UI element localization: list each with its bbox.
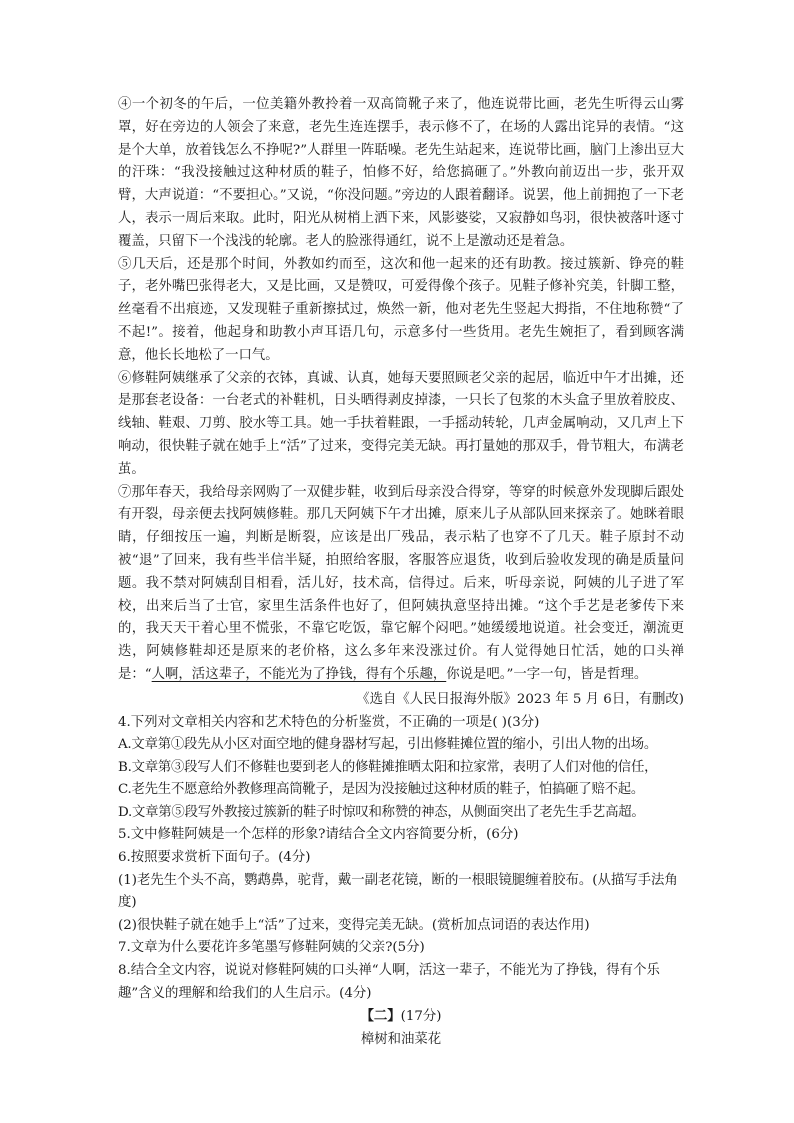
paragraph-6: ⑥修鞋阿姨继承了父亲的衣钵，真诚、认真，她每天要照顾老父亲的起居，临近中午才出摊，还是那套老设备：一台老式的补鞋机，日头晒得剥皮掉漆，一只长了包浆的木头盒子里放着胶皮、线轴、鞋艰、刀剪、胶水等工具。她一手扶着鞋跟，一手摇动转轮，几声金属响动，又几声上下响动，很快鞋子就在她手上“活”了过来，变得完美无缺。再打量她的那双手，骨节粗大，布满老茧。 <box>118 370 684 477</box>
paragraph-5: ⑤几天后，还是那个时间，外教如约而至，这次和他一起来的还有助教。接过簇新、铮亮的鞋子，老外嘴巴张得老大，又是比画，又是赞叹，可爱得像个孩子。见鞋子修补究美，针脚工整，丝毫看不出痕迹，又发现鞋子重新擦拭过，焕然一新，他对老先生竖起大拇指，不住地称赞“了不起!”。接着，他起身和助教小声耳语几句，示意多付一些货用。老先生婉拒了，看到顾客满意，他长长地松了一口气。 <box>118 256 684 363</box>
section-number: 【二】 <box>360 1008 401 1025</box>
question-6-part-1: (1)老先生个头不高，鹦鹉鼻，驼背，戴一副老花镜，断的一根眼镜腿缠着胶布。(从描写手法角度) <box>118 872 678 911</box>
question-5: 5.文中修鞋阿姨是一个怎样的形象?请结合全文内容简要分析，(6分) <box>118 827 519 843</box>
question-6-part-2: (2)很快鞋子就在她手上“活”了过来，变得完美无缺。(赏析加点词语的表达作用) <box>118 917 590 933</box>
option-a: A.文章第①段先从小区对面空地的健身器材写起，引出修鞋摊位置的缩小，引出人物的出场。 <box>118 737 658 753</box>
section-heading <box>118 1005 684 1029</box>
question-6: 6.按照要求赏析下面句子。(4分) <box>118 850 311 866</box>
question-7: 7.文章为什么要花许多笔墨写修鞋阿姨的父亲?(5分) <box>118 940 425 956</box>
paragraph-7-ending: 你说是吧。”一字一句，皆是哲理。 <box>446 666 648 682</box>
section-title: 樟树和油菜花 <box>360 1031 442 1047</box>
option-d: D.文章第⑤段写外教接过簇新的鞋子时惊叹和称赞的神态，从侧面突出了老先生手艺高超。 <box>118 804 645 820</box>
question-4: 4.下列对文章相关内容和艺术特色的分析鉴赏，不正确的一项是( )(3分) <box>118 714 540 730</box>
paragraph-7-text: ⑦那年春天，我给母亲网购了一双健步鞋，收到后母亲没合得穿，等穿的时候意外发现脚后跟处有开裂，母亲便去找阿姨修鞋。那几天阿姨下午才出摊，原来儿子从部队回来探亲了。她眯着眼睛，仔细按压一遍，判断是断裂，应该是出厂残品，表示粘了也穿不了几天。鞋子原封不动被“退”了回来，我有些半信半疑，拍照给客服，客服答应退货，收到后验收发现的确是质量问题。我不禁对阿姨刮目相看，活儿好，技术高，信得过。后来，听母亲说，阿姨的儿子进了军校，出来后当了士官，家里生活条件也好了，但阿姨执意坚持出摊。“这个手艺是老爹传下来的，我天天干着心里不慌张，不靠它吃饭，靠它解个闷吧。”她缓缓地说道。社会变迁，潮流更迭，阿姨修鞋却还是原来的老价格，这么多年来没涨过价。有人觉得她日忙活，她的口头禅是：“ <box>118 484 684 682</box>
question-8: 8.结合全文内容，说说对修鞋阿姨的口头禅“人啊，活这一辈子，不能光为了挣钱，得有个乐趣”含义的理解和给我们的人生启示。(4分) <box>118 963 660 1001</box>
paragraph-7 <box>118 482 684 687</box>
paragraph-4: ④一个初冬的午后，一位美籍外教拎着一双高筒靴子来了，他连说带比画，老先生听得云山雾罩，好在旁边的人领会了来意，老先生连连摆手，表示修不了，在场的人露出诧异的表情。“这是个大单，放着钱怎么不挣呢?”人群里一阵聒噪。老先生站起来，连说带比画，脑门上渗出豆大的汗珠：“我没接触过这种材质的鞋子，怕修不好，给您搞砸了。”外教向前迈出一步，张开双臂，大声说道：“不要担心。”又说，“你没问题。”旁边的人跟着翻译。说罢，他上前拥抱了一下老人，表示一周后来取。此时，阳光从树梢上洒下来，风影婆娑，又寂静如鸟羽，很快被落叶逐寸覆盖，只留下一个浅浅的轮廓。老人的脸涨得通红，说不上是激动还是着急。 <box>118 97 684 249</box>
underlined-quote: 人啊，活这辈子，不能光为了挣钱，得有个乐趣， <box>151 666 447 682</box>
option-b: B.文章第③段写人们不修鞋也要到老人的修鞋摊推晒太阳和拉家常，表明了人们对他的信任， <box>118 759 658 775</box>
section-score: (17分) <box>400 1009 442 1025</box>
document-content <box>118 94 684 1051</box>
source-citation: 《选自《人民日报海外版》2023 年 5 月 6日，有删改) <box>356 691 684 707</box>
option-c: C.老先生不愿意给外教修理高筒靴子，是因为没接触过这种材质的鞋子，怕搞砸了赔不起。 <box>118 782 645 798</box>
